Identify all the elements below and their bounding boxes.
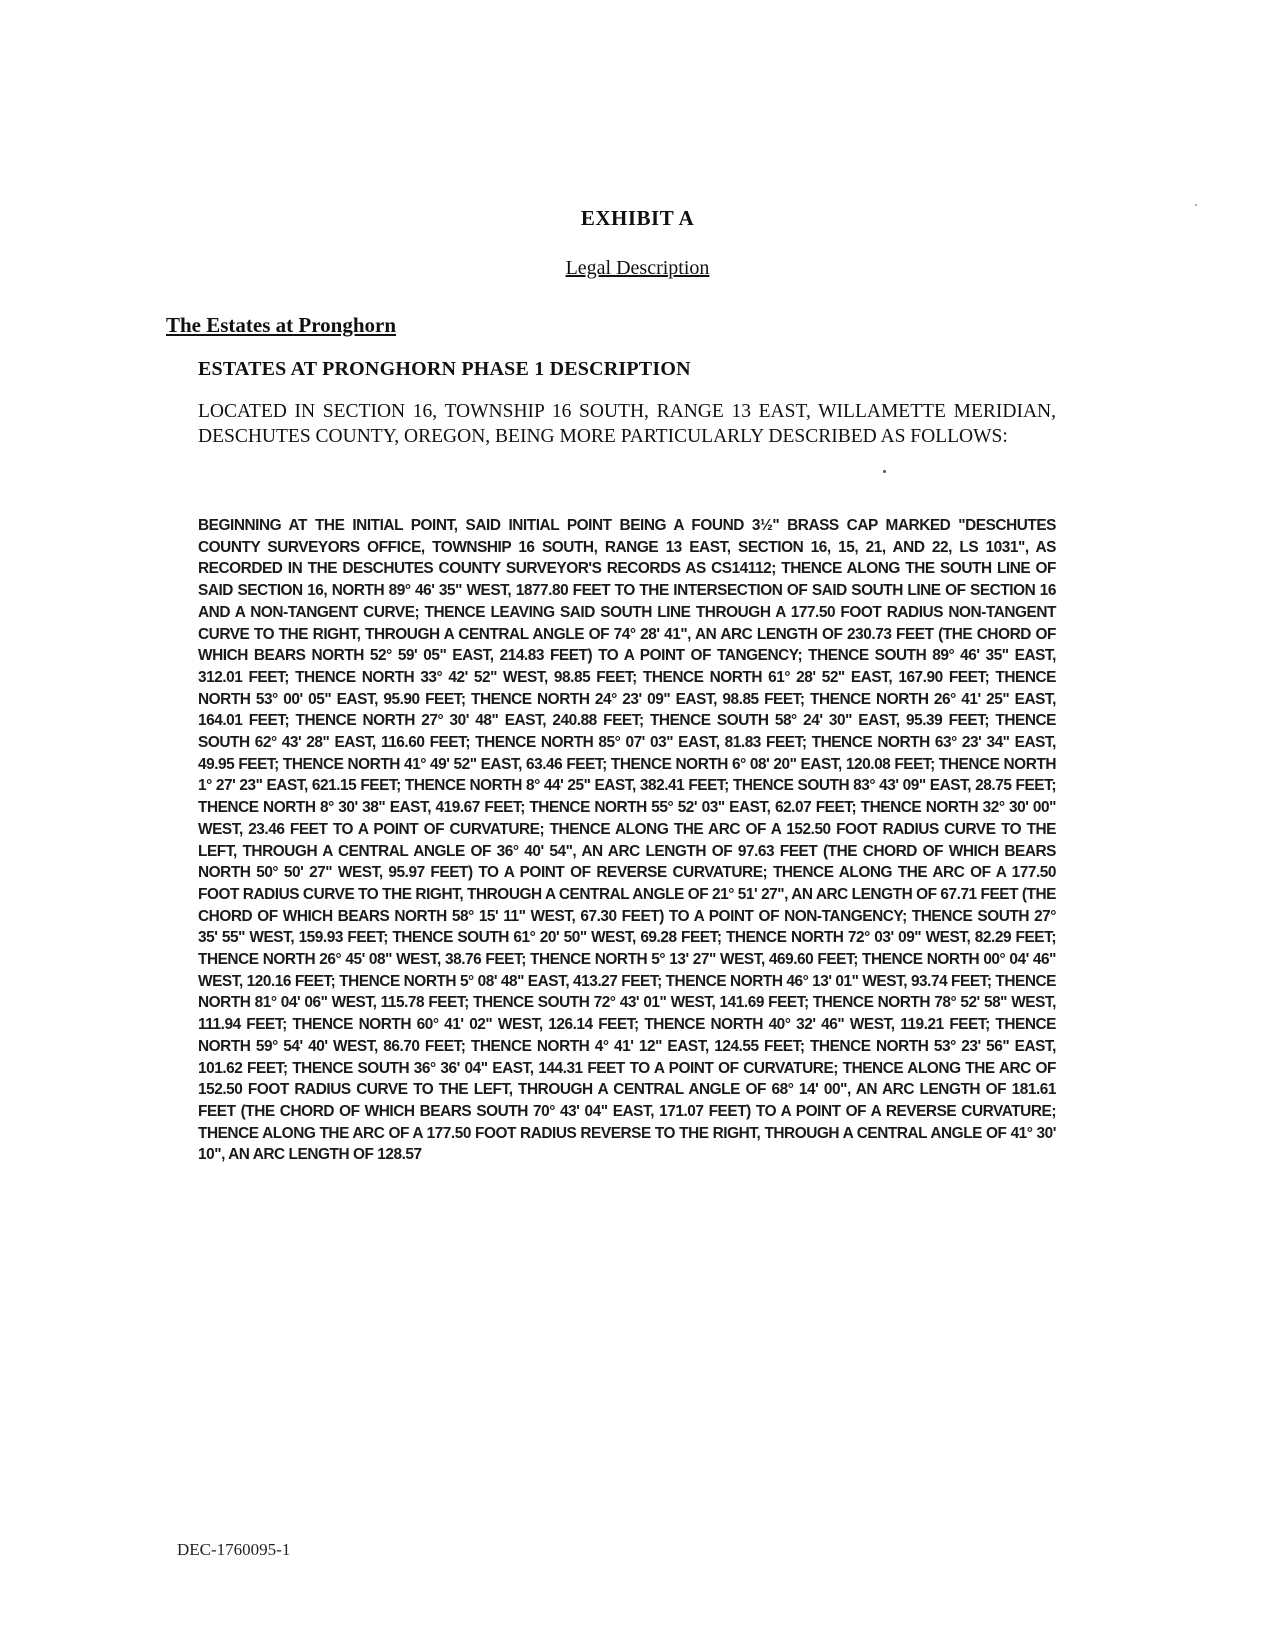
legal-description-subtitle: Legal Description — [565, 257, 710, 279]
phase-description-heading: ESTATES AT PRONGHORN PHASE 1 DESCRIPTION — [198, 358, 691, 380]
document-id: DEC-1760095-1 — [177, 1540, 291, 1559]
exhibit-title — [0, 206, 1275, 231]
location-paragraph: LOCATED IN SECTION 16, TOWNSHIP 16 SOUTH, RANGE 13 EAST, WILLAMETTE MERIDIAN, DESCHUTES COUNTY, OREGON, BEING MORE PARTICULARLY DESCRIBED AS FOLLOWS: — [198, 401, 1056, 447]
exhibit-title-text: EXHIBIT A — [580, 206, 695, 230]
scan-speck — [883, 470, 886, 473]
estate-name-heading: The Estates at Pronghorn — [166, 313, 397, 337]
scan-speck — [1195, 204, 1197, 206]
metes-and-bounds-description: BEGINNING AT THE INITIAL POINT, SAID INITIAL POINT BEING A FOUND 3½" BRASS CAP MARKED "DESCHUTES COUNTY SURVEYORS OFFICE, TOWNSHIP 16 SOUTH, RANGE 13 EAST, SECTION 16, 15, 21, AND 22, LS 1031", AS RECORDED IN THE DESCHUTES COUNTY SURVEYOR'S RECORDS AS CS14112; THENCE ALONG THE SOUTH LINE OF SAID SECTION 16, NORTH 89° 46' 35" WEST, 1877.80 FEET TO THE INTERSECTION OF SAID SOUTH LINE OF SECTION 16 AND A NON-TANGENT CURVE; THENCE LEAVING SAID SOUTH LINE THROUGH A 177.50 FOOT RADIUS NON-TANGENT CURVE TO THE RIGHT, THROUGH A CENTRAL ANGLE OF 74° 28' 41", AN ARC LENGTH OF 230.73 FEET (THE CHORD OF WHICH BEARS NORTH 52° 59' 05" EAST, 214.83 FEET) TO A POINT OF TANGENCY; THENCE SOUTH 89° 46' 35" EAST, 312.01 FEET; THENCE NORTH 33° 42' 52" WEST, 98.85 FEET; THENCE NORTH 61° 28' 52" EAST, 167.90 FEET; THENCE NORTH 53° 00' 05" EAST, 95.90 FEET; THENCE NORTH 24° 23' 09" EAST, 98.85 FEET; THENCE NORTH 26° 41' 25" EAST, 164.01 FEET; THENCE NORTH 27° 30' 48" EAST, 240.88 FEET; THENCE SOUTH 58° 24' 30" EAST, 95.39 FEET; THENCE SOUTH 62° 43' 28" EAST, 116.60 FEET; THENCE NORTH 85° 07' 03" EAST, 81.83 FEET; THENCE NORTH 63° 23' 34" EAST, 49.95 FEET; THENCE NORTH 41° 49' 52" EAST, 63.46 FEET; THENCE NORTH 6° 08' 20" EAST, 120.08 FEET; THENCE NORTH 1° 27' 23" EAST, 621.15 FEET; THENCE NORTH 8° 44' 25" EAST, 382.41 FEET; THENCE SOUTH 83° 43' 09" EAST, 28.75 FEET; THENCE NORTH 8° 30' 38" EAST, 419.67 FEET; THENCE NORTH 55° 52' 03" EAST, 62.07 FEET; THENCE NORTH 32° 30' 00" WEST, 23.46 FEET TO A POINT OF CURVATURE; THENCE ALONG THE ARC OF A 152.50 FOOT RADIUS CURVE TO THE LEFT, THROUGH A CENTRAL ANGLE OF 36° 40' 54", AN ARC LENGTH OF 97.63 FEET (THE CHORD OF WHICH BEARS NORTH 50° 50' 27" WEST, 95.97 FEET) TO A POINT OF REVERSE CURVATURE; THENCE ALONG THE ARC OF A 177.50 FOOT RADIUS CURVE TO THE RIGHT, THROUGH A CENTRAL ANGLE OF 21° 51' 27", AN ARC LENGTH OF 67.71 FEET (THE CHORD OF WHICH BEARS NORTH 58° 15' 11" WEST, 67.30 FEET) TO A POINT OF NON-TANGENCY; THENCE SOUTH 27° 35' 55" WEST, 159.93 FEET; THENCE SOUTH 61° 20' 50" WEST, 69.28 FEET; THENCE NORTH 72° 03' 09" WEST, 82.29 FEET; THENCE NORTH 26° 45' 08" WEST, 38.76 FEET; THENCE NORTH 5° 13' 27" WEST, 469.60 FEET; THENCE NORTH 00° 04' 46" WEST, 120.16 FEET; THENCE NORTH 5° 08' 48" EAST, 413.27 FEET; THENCE NORTH 46° 13' 01" WEST, 93.74 FEET; THENCE NORTH 81° 04' 06" WEST, 115.78 FEET; THENCE SOUTH 72° 43' 01" WEST, 141.69 FEET; THENCE NORTH 78° 52' 58" WEST, 111.94 FEET; THENCE NORTH 60° 41' 02" WEST, 126.14 FEET; THENCE NORTH 40° 32' 46" WEST, 119.21 FEET; THENCE NORTH 59° 54' 40' WEST, 86.70 FEET; THENCE NORTH 4° 41' 12" EAST, 124.55 FEET; THENCE NORTH 53° 23' 56" EAST, 101.62 FEET; THENCE SOUTH 36° 36' 04" EAST, 144.31 FEET TO A POINT OF CURVATURE; THENCE ALONG THE ARC OF 152.50 FOOT RADIUS CURVE TO THE LEFT, THROUGH A CENTRAL ANGLE OF 68° 14' 00", AN ARC LENGTH OF 181.61 FEET (THE CHORD OF WHICH BEARS SOUTH 70° 43' 04" EAST, 171.07 FEET) TO A POINT OF A REVERSE CURVATURE; THENCE ALONG THE ARC OF A 177.50 FOOT RADIUS REVERSE TO THE RIGHT, THROUGH A CENTRAL ANGLE OF 41° 30' 10", AN ARC LENGTH OF 128.57 — [198, 517, 1056, 1164]
